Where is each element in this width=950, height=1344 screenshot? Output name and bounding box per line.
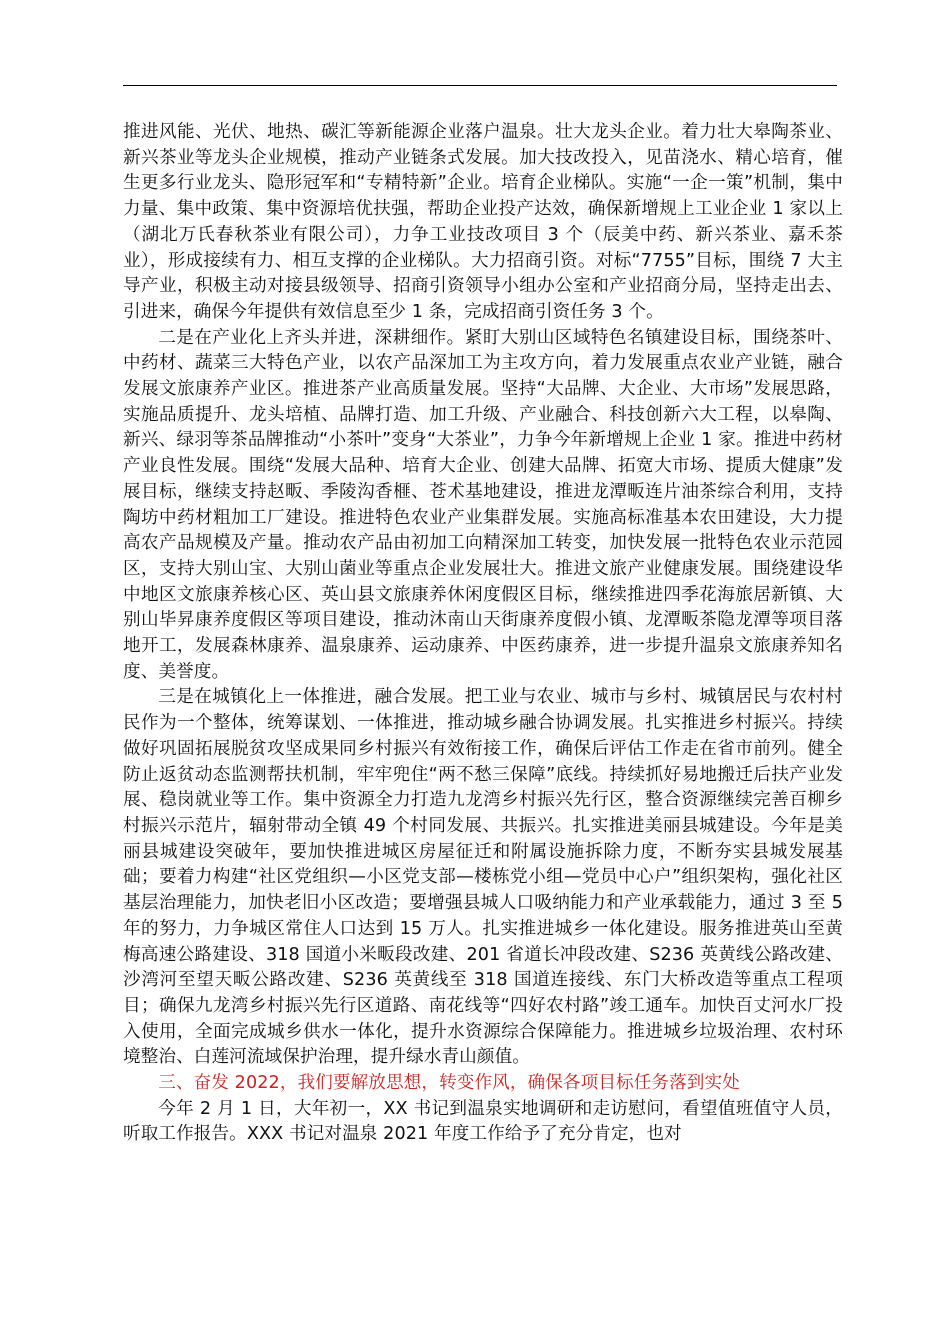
paragraph-continuation: 推进风能、光伏、地热、碳汇等新能源企业落户温泉。壮大龙头企业。着力壮大皋陶茶业、新兴茶业等龙头企业规模，推动产业链条式发展。加大技改投入，见苗浇水、精心培育，催生更多行业龙头、隐形冠军和“专精特新”企业。培育企业梯队。实施“一企一策”机制，集中力量、集中政策、集中资源培优扶强，帮助企业投产达效，确保新增规上工业企业 1 家以上（湖北万氏春秋茶业有限公司），力争工业技改项目 3 个（辰美中药、新兴茶业、嘉禾茶业），形成接续有力、相互支撑的企业梯队。大力招商引资。对标“7755”目标，围绕 7 大主导产业，积极主动对接县级领导、招商引资领导小组办公室和产业招商分局，坚持走出去、引进来，确保今年提供有效信息至少 1 条，完成招商引资任务 3 个。: [123, 122, 843, 322]
header-rule: [123, 85, 837, 86]
paragraph-industrialization: 二是在产业化上齐头并进，深耕细作。紧盯大别山区域特色名镇建设目标，围绕茶叶、中药材、蔬菜三大特色产业，以农产品深加工为主攻方向，着力发展重点农业产业链，融合发展文旅康养产业区。推进茶产业高质量发展。坚持“大品牌、大企业、大市场”发展思路，实施品质提升、龙头培植、品牌打造、加工升级、产业融合、科技创新六大工程，以皋陶、新兴、绿羽等茶品牌推动“小茶叶”变身“大茶业”，力争今年新增规上企业 1 家。推进中药材产业良性发展。围绕“发展大品种、培育大企业、创建大品牌、拓宽大市场、提质大健康”发展目标，继续支持赵畈、季陵沟香榧、苍术基地建设，推进龙潭畈连片油茶综合利用，支持陶坊中药材粗加工厂建设。推进特色农业产业集群发展。实施高标准基本农田建设，大力提高农产品规模及产量。推动农产品由初加工向精深加工转变，加快发展一批特色农业示范园区，支持大别山宝、大别山菌业等重点企业发展壮大。推进文旅产业健康发展。围绕建设华中地区文旅康养核心区、英山县文旅康养休闲度假区目标，继续推进四季花海旅居新镇、大别山毕昇康养度假区等项目建设，推动沐南山天街康养度假小镇、龙潭畈茶隐龙潭等项目落地开工，发展森林康养、温泉康养、运动康养、中医药康养，进一步提升温泉文旅康养知名度、美誉度。: [123, 327, 843, 682]
section-heading: 三、奋发 2022，我们要解放思想，转变作风，确保各项目标任务落到实处: [158, 1073, 740, 1094]
paragraph-visit: 今年 2 月 1 日，大年初一，XX 书记到温泉实地调研和走访慰问，看望值班值守人员，听取工作报告。XXX 书记对温泉 2021 年度工作给予了充分肯定，也对: [123, 1098, 843, 1145]
paragraph-urbanization: 三是在城镇化上一体推进，融合发展。把工业与农业、城市与乡村、城镇居民与农村村民作为一个整体，统筹谋划、一体推进，推动城乡融合协调发展。扎实推进乡村振兴。持续做好巩固拓展脱贫攻坚成果同乡村振兴有效衔接工作，确保后评估工作走在省市前列。健全防止返贫动态监测帮扶机制，牢牢兜住“两不愁三保障”底线。持续抓好易地搬迁后扶产业发展、稳岗就业等工作。集中资源全力打造九龙湾乡村振兴先行区，整合资源继续完善百柳乡村振兴示范片，辐射带动全镇 49 个村同发展、共振兴。扎实推进美丽县城建设。今年是美丽县城建设突破年，要加快推进城区房屋征迁和附属设施拆除力度，不断夯实县城发展基础；要着力构建“社区党组织—小区党支部—楼栋党小组—党员中心户”组织架构，强化社区基层治理能力，加快老旧小区改造；要增强县城人口吸纳能力和产业承载能力，通过 3 至 5 年的努力，力争城区常住人口达到 15 万人。扎实推进城乡一体化建设。服务推进英山至黄梅高速公路建设、318 国道小米畈段改建、201 省道长冲段改建、S236 英黄线公路改建、沙湾河至望天畈公路改建、S236 英黄线至 318 国道连接线、东门大桥改造等重点工程项目；确保九龙湾乡村振兴先行区道路、南花线等“四好农村路”竣工通车。加快百丈河水厂投入使用，全面完成城乡供水一体化，提升水资源综合保障能力。推进城乡垃圾治理、农村环境整治、白莲河流域保护治理，提升绿水青山颜值。: [123, 687, 843, 1068]
document-body: [123, 120, 843, 1148]
